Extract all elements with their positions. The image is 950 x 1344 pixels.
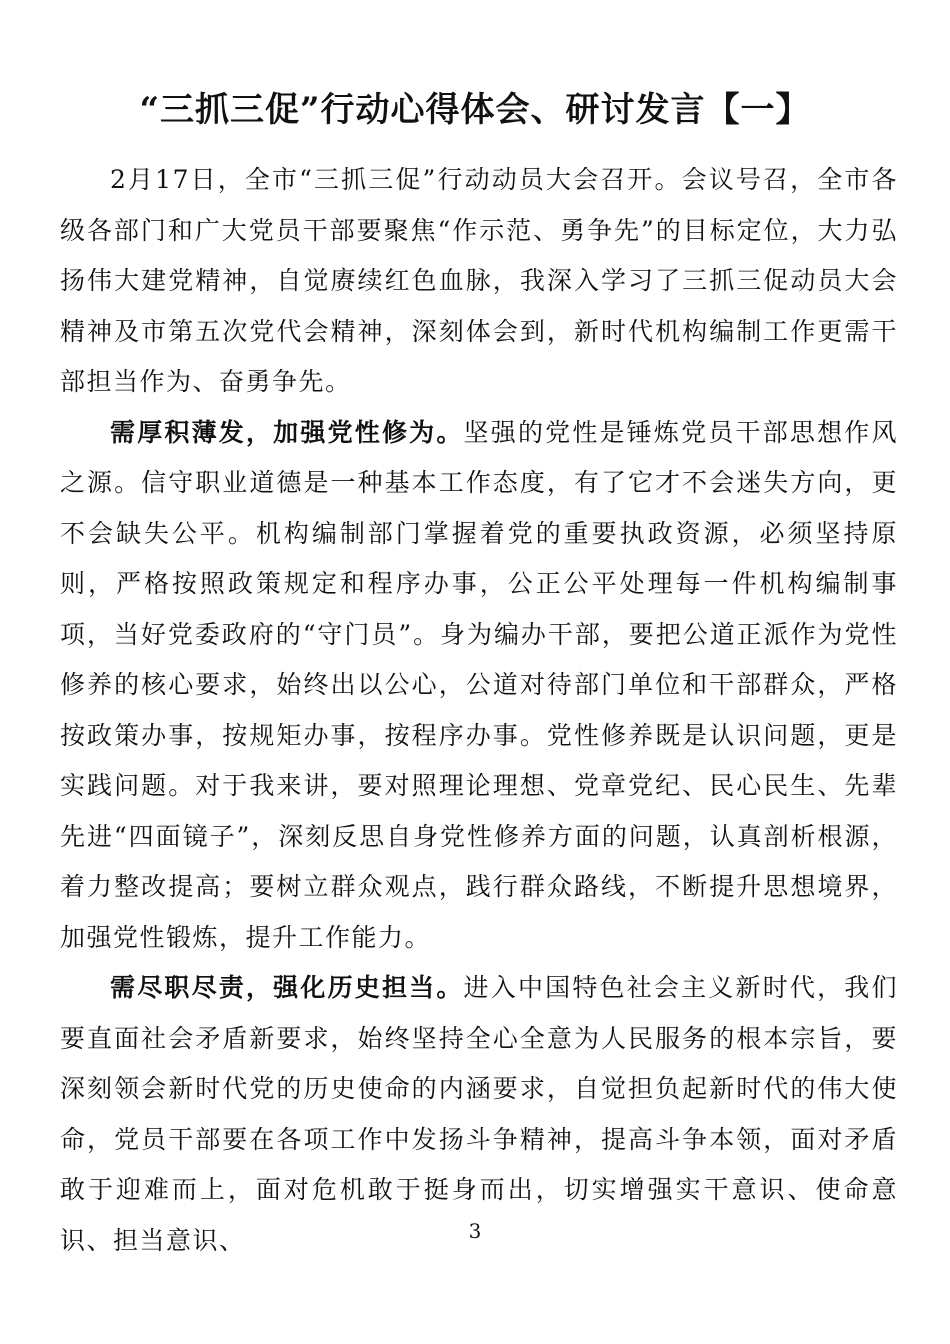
paragraph-3-text: 进入中国特色社会主义新时代，我们要直面社会矛盾新要求，始终坚持全心全意为人民服务的根本宗旨，要深刻领会新时代党的历史使命的内涵要求，自觉担负起新时代的伟大使命，党员干部要在各项工作中发扬斗争精神，提高斗争本领，面对矛盾敢于迎难而上，面对危机敢于挺身而出，切实增强实干意识、使命意识、担当意识、 xyxy=(60,973,898,1255)
page-number: 3 xyxy=(468,1219,482,1243)
document-title: “三抓三促”行动心得体会、研讨发言【一】 xyxy=(139,90,811,130)
paragraph-2 xyxy=(60,408,898,964)
paragraph-2-text: 坚强的党性是锤炼党员干部思想作风之源。信守职业道德是一种基本工作态度，有了它才不会迷失方向，更不会缺失公平。机构编制部门掌握着党的重要执政资源，必须坚持原则，严格按照政策规定和程序办事，公正公平处理每一件机构编制事项，当好党委政府的“守门员”。身为编办干部，要把公道正派作为党性修养的核心要求，始终出以公心，公道对待部门单位和干部群众，严格按政策办事，按规矩办事，按程序办事。党性修养既是认识问题，更是实践问题。对于我来讲，要对照理论理想、党章党纪、民心民生、先辈先进“四面镜子”，深刻反思自身党性修养方面的问题，认真剖析根源，着力整改提高；要树立群众观点，践行群众路线，不断提升思想境界，加强党性锻炼，提升工作能力。 xyxy=(60,417,898,952)
paragraph-2-lead: 需厚积薄发，加强党性修为。 xyxy=(110,417,464,447)
paragraph-1-text: 2月17日，全市“三抓三促”行动动员大会召开。会议号召，全市各级各部门和广大党员干部要聚焦“作示范、勇争先”的目标定位，大力弘扬伟大建党精神，自觉赓续红色血脉，我深入学习了三抓三促动员大会精神及市第五次党代会精神，深刻体会到，新时代机构编制工作更需干部担当作为、奋勇争先。 xyxy=(60,165,898,396)
paragraph-3-lead: 需尽职尽责，强化历史担当。 xyxy=(110,973,464,1002)
document-body xyxy=(60,155,898,1266)
paragraph-1 xyxy=(60,155,898,408)
